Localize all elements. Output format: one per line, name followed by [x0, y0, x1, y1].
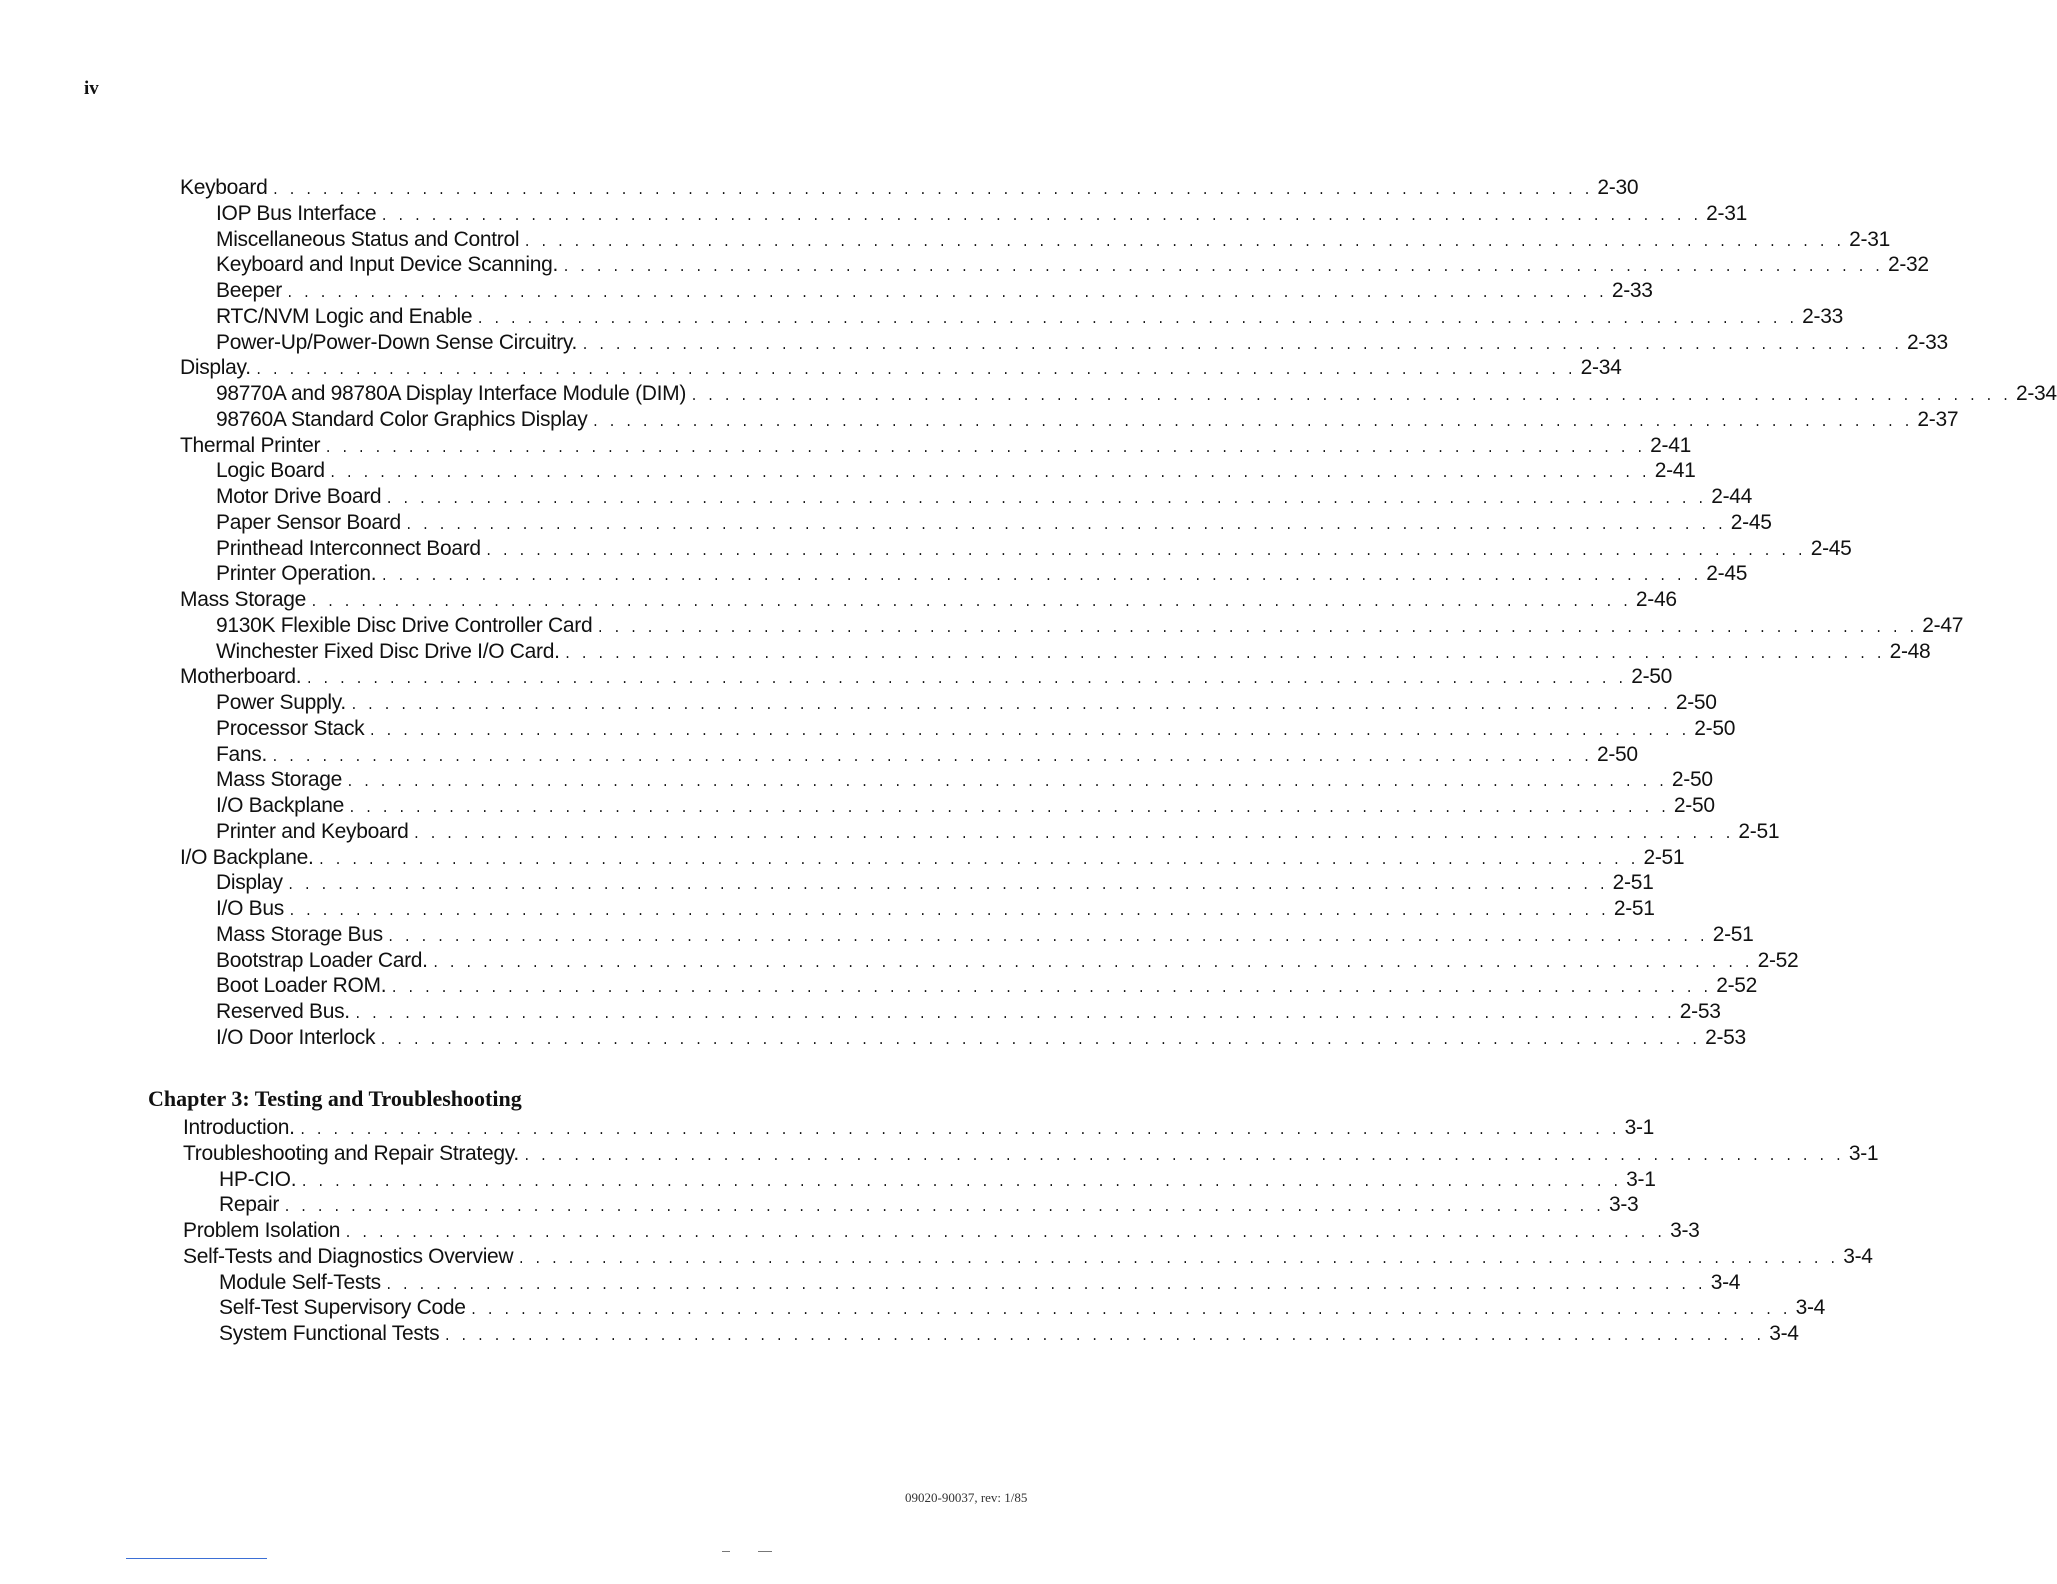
toc-entry-title: Thermal Printer — [180, 433, 321, 457]
dot-leader: . . . . . . . . . . . . . . . . . . . . . . . . . . . . . . . . . . . . . . . . . . . . . . . . . . . . . . . . . . . . . . . . . . . . . . . . . . . . . . . . — [385, 492, 1706, 507]
toc-entry-page: 3-4 — [1843, 1244, 1873, 1268]
toc-entry-page: 2-33 — [1611, 279, 1653, 302]
toc-entry-page: 3-4 — [1710, 1270, 1741, 1294]
toc-entry-title: Introduction. — [183, 1116, 295, 1139]
toc-entry — [183, 1193, 1639, 1219]
dot-leader: . . . . . . . . . . . . . . . . . . . . . . . . . . . . . . . . . . . . . . . . . . . . . . . . . . . . . . . . . . . . . . . . . . . . . . . . . . . . . . . . — [328, 466, 1649, 482]
dot-leader: . . . . . . . . . . . . . . . . . . . . . . . . . . . . . . . . . . . . . . . . . . . . . . . . . . . . . . . . . . . . . . . . . . . . . . . . . . . . . . . . — [286, 878, 1607, 894]
toc-entry-title: Printer Operation. — [216, 562, 377, 586]
toc-entry-title: Processor Stack — [216, 716, 365, 740]
toc-entry-title: Miscellaneous Status and Control — [216, 227, 520, 251]
toc-entry-title: I/O Bus — [216, 897, 284, 920]
toc-entry — [180, 922, 1754, 949]
toc-entry — [180, 407, 1959, 434]
toc-entry-page: 2-32 — [1887, 253, 1929, 277]
toc-entry-title: System Functional Tests — [219, 1322, 440, 1345]
toc-entry — [180, 201, 1748, 228]
toc-entry — [183, 1296, 1826, 1322]
toc-entry-title: Motherboard. — [180, 665, 302, 689]
toc-entry-title: Paper Sensor Board — [216, 510, 401, 534]
toc-entry — [180, 279, 1653, 305]
scan-edge-line — [126, 1558, 267, 1559]
dot-leader: . . . . . . . . . . . . . . . . . . . . . . . . . . . . . . . . . . . . . . . . . . . . . . . . . . . . . . . . . . . . . . . . . . . . . . . . . . . . . . . . — [344, 1226, 1665, 1241]
toc-entry-page: 2-46 — [1635, 588, 1677, 611]
toc-entry — [180, 665, 1673, 691]
dot-leader: . . . . . . . . . . . . . . . . . . . . . . . . . . . . . . . . . . . . . . . . . . . . . . . . . . . . . . . . . . . . . . . . . . . . . . . . . . . . . . . . — [412, 826, 1733, 842]
dot-leader: . . . . . . . . . . . . . . . . . . . . . . . . . . . . . . . . . . . . . . . . . . . . . . . . . . . . . . . . . . . . . . . . . . . . . . . . . . . . . . . . — [300, 1174, 1621, 1190]
toc-entry-page: 2-52 — [1757, 948, 1799, 972]
toc-entry-title: Display. — [180, 356, 251, 380]
toc-entry-page: 2-51 — [1612, 871, 1654, 895]
dot-leader: . . . . . . . . . . . . . . . . . . . . . . . . . . . . . . . . . . . . . . . . . . . . . . . . . . . . . . . . . . . . . . . . . . . . . . . . . . . . . . . . — [562, 260, 1882, 276]
toc-entry-page: 3-1 — [1626, 1167, 1656, 1191]
dot-leader: . . . . . . . . . . . . . . . . . . . . . . . . . . . . . . . . . . . . . . . . . . . . . . . . . . . . . . . . . . . . . . . . . . . . . . . . . . . . . . . . — [517, 1251, 1838, 1267]
dot-leader: . . . . . . . . . . . . . . . . . . . . . . . . . . . . . . . . . . . . . . . . . . . . . . . . . . . . . . . . . . . . . . . . . . . . . . . . . . . . . . . . — [353, 1007, 1674, 1022]
toc-entry — [180, 227, 1890, 254]
toc-entry — [180, 459, 1696, 485]
dot-leader: . . . . . . . . . . . . . . . . . . . . . . . . . . . . . . . . . . . . . . . . . . . . . . . . . . . . . . . . . . . . . . . . . . . . . . . . . . . . . . . . — [390, 981, 1711, 997]
toc-entry-title: Beeper — [216, 279, 282, 302]
dot-leader: . . . . . . . . . . . . . . . . . . . . . . . . . . . . . . . . . . . . . . . . . . . . . . . . . . . . . . . . . . . . . . . . . . . . . . . . . . . . . . . . — [380, 208, 1701, 224]
toc-entry-title: I/O Door Interlock — [216, 1025, 376, 1049]
toc-entry-page: 3-3 — [1608, 1193, 1639, 1217]
toc-entry — [180, 485, 1753, 511]
dot-leader: . . . . . . . . . . . . . . . . . . . . . . . . . . . . . . . . . . . . . . . . . . . . . . . . . . . . . . . . . . . . . . . . . . . . . . . . . . . . . . . . — [404, 517, 1725, 533]
toc-entry-page: 2-45 — [1810, 536, 1852, 560]
toc-entry — [180, 304, 1843, 331]
toc-entry-page: 2-44 — [1711, 485, 1753, 508]
toc-entry-title: Winchester Fixed Disc Drive I/O Card. — [216, 639, 560, 663]
document-number-footer: 09020-90037, rev: 1/85 — [905, 1490, 1028, 1505]
toc-entry-page: 2-51 — [1643, 845, 1685, 869]
dot-leader: . . . . . . . . . . . . . . . . . . . . . . . . . . . . . . . . . . . . . . . . . . . . . . . . . . . . . . . . . . . . . . . . . . . . . . . . . . . . . . . . — [379, 1032, 1700, 1048]
toc-entry-title: Problem Isolation — [183, 1219, 341, 1242]
toc-entry — [180, 1025, 1746, 1052]
toc-entry-title: Troubleshooting and Repair Strategy. — [183, 1141, 519, 1165]
dot-leader: . . . . . . . . . . . . . . . . . . . . . . . . . . . . . . . . . . . . . . . . . . . . . . . . . . . . . . . . . . . . . . . . . . . . . . . . . . . . . . . . — [522, 1148, 1843, 1164]
toc-entry-page: 2-45 — [1706, 562, 1748, 586]
toc-entry-page: 2-50 — [1596, 742, 1638, 766]
toc-entry — [183, 1116, 1655, 1142]
toc-entry-page: 2-33 — [1802, 304, 1843, 328]
toc-entry — [180, 845, 1685, 872]
toc-chapter-2-continued — [180, 176, 2057, 1052]
dot-leader: . . . . . . . . . . . . . . . . . . . . . . . . . . . . . . . . . . . . . . . . . . . . . . . . . . . . . . . . . . . . . . . . . . . . . . . . . . . . . . . . — [443, 1329, 1764, 1344]
toc-entry-title: Mass Storage — [180, 588, 306, 611]
toc-entry — [180, 1000, 1721, 1026]
toc-entry — [180, 948, 1799, 975]
toc-entry — [183, 1167, 1656, 1194]
toc-entry-title: I/O Backplane — [216, 794, 345, 817]
toc-entry-title: Mass Storage — [216, 768, 342, 792]
toc-entry — [183, 1322, 1799, 1348]
dot-leader: . . . . . . . . . . . . . . . . . . . . . . . . . . . . . . . . . . . . . . . . . . . . . . . . . . . . . . . . . . . . . . . . . . . . . . . . . . . . . . . . — [386, 929, 1707, 945]
dot-leader: . . . . . . . . . . . . . . . . . . . . . . . . . . . . . . . . . . . . . . . . . . . . . . . . . . . . . . . . . . . . . . . . . . . . . . . . . . . . . . . . — [380, 569, 1701, 585]
toc-entry — [180, 562, 1748, 588]
toc-entry-title: Power Supply. — [216, 691, 346, 714]
toc-entry-title: Self-Test Supervisory Code — [219, 1296, 466, 1320]
toc-entry-title: HP-CIO. — [219, 1167, 297, 1191]
toc-entry — [180, 691, 1717, 717]
dot-leader: . . . . . . . . . . . . . . . . . . . . . . . . . . . . . . . . . . . . . . . . . . . . . . . . . . . . . . . . . . . . . . . . . . . . . . . . . . . . . . . . — [476, 311, 1797, 327]
toc-entry-page: 2-53 — [1705, 1025, 1746, 1049]
toc-entry-title: 9130K Flexible Disc Drive Controller Card — [216, 613, 593, 637]
dot-leader: . . . . . . . . . . . . . . . . . . . . . . . . . . . . . . . . . . . . . . . . . . . . . . . . . . . . . . . . . . . . . . . . . . . . . . . . . . . . . . . . — [324, 440, 1645, 456]
dot-leader: . . . . . . . . . . . . . . . . . . . . . . . . . . . . . . . . . . . . . . . . . . . . . . . . . . . . . . . . . . . . . . . . . . . . . . . . . . . . . . . . — [484, 543, 1805, 559]
toc-entry-title: Module Self-Tests — [219, 1270, 381, 1294]
dot-leader: . . . . . . . . . . . . . . . . . . . . . . . . . . . . . . . . . . . . . . . . . . . . . . . . . . . . . . . . . . . . . . . . . . . . . . . . . . . . . . . . — [309, 595, 1630, 610]
toc-entry-page: 2-51 — [1613, 897, 1655, 920]
scan-speck — [758, 1551, 772, 1552]
toc-chapter-3 — [148, 1086, 1879, 1348]
toc-entry-page: 3-1 — [1624, 1116, 1655, 1139]
toc-entry — [180, 253, 1929, 279]
toc-entry-title: Fans. — [216, 742, 268, 766]
dot-leader: . . . . . . . . . . . . . . . . . . . . . . . . . . . . . . . . . . . . . . . . . . . . . . . . . . . . . . . . . . . . . . . . . . . . . . . . . . . . . . . . — [384, 1277, 1705, 1293]
toc-entry — [180, 613, 1964, 640]
toc-entry-title: Display — [216, 871, 283, 895]
toc-entry-page: 2-47 — [1922, 613, 1964, 637]
dot-leader: . . . . . . . . . . . . . . . . . . . . . . . . . . . . . . . . . . . . . . . . . . . . . . . . . . . . . . . . . . . . . . . . . . . . . . . . . . . . . . . . — [591, 414, 1912, 430]
toc-entry — [180, 716, 1736, 743]
page-number: iv — [84, 78, 99, 99]
toc-entry — [180, 356, 1622, 382]
dot-leader: . . . . . . . . . . . . . . . . . . . . . . . . . . . . . . . . . . . . . . . . . . . . . . . . . . . . . . . . . . . . . . . . . . . . . . . . . . . . . . . . — [596, 620, 1917, 636]
toc-entry-page: 2-50 — [1675, 691, 1717, 714]
dot-leader: . . . . . . . . . . . . . . . . . . . . . . . . . . . . . . . . . . . . . . . . . . . . . . . . . . . . . . . . . . . . . . . . . . . . . . . . . . . . . . . . — [285, 286, 1606, 301]
dot-leader: . . . . . . . . . . . . . . . . . . . . . . . . . . . . . . . . . . . . . . . . . . . . . . . . . . . . . . . . . . . . . . . . . . . . . . . . . . . . . . . . — [317, 852, 1638, 868]
dot-leader: . . . . . . . . . . . . . . . . . . . . . . . . . . . . . . . . . . . . . . . . . . . . . . . . . . . . . . . . . . . . . . . . . . . . . . . . . . . . . . . . — [348, 801, 1668, 816]
dot-leader: . . . . . . . . . . . . . . . . . . . . . . . . . . . . . . . . . . . . . . . . . . . . . . . . . . . . . . . . . . . . . . . . . . . . . . . . . . . . . . . . — [581, 337, 1901, 353]
dot-leader: . . . . . . . . . . . . . . . . . . . . . . . . . . . . . . . . . . . . . . . . . . . . . . . . . . . . . . . . . . . . . . . . . . . . . . . . . . . . . . . . — [690, 389, 2010, 404]
scan-speck — [722, 1551, 730, 1552]
toc-entry — [180, 588, 1677, 614]
toc-entry-page: 3-3 — [1670, 1219, 1700, 1242]
dot-leader: . . . . . . . . . . . . . . . . . . . . . . . . . . . . . . . . . . . . . . . . . . . . . . . . . . . . . . . . . . . . . . . . . . . . . . . . . . . . . . . . — [305, 672, 1626, 688]
toc-entry-title: Boot Loader ROM. — [216, 974, 387, 998]
toc-entry-page: 2-30 — [1597, 176, 1639, 199]
dot-leader: . . . . . . . . . . . . . . . . . . . . . . . . . . . . . . . . . . . . . . . . . . . . . . . . . . . . . . . . . . . . . . . . . . . . . . . . . . . . . . . . — [349, 698, 1670, 713]
dot-leader: . . . . . . . . . . . . . . . . . . . . . . . . . . . . . . . . . . . . . . . . . . . . . . . . . . . . . . . . . . . . . . . . . . . . . . . . . . . . . . . . — [271, 749, 1591, 765]
toc-entry — [180, 639, 1931, 666]
toc-entry-page: 3-1 — [1848, 1141, 1879, 1165]
toc-entry-page: 2-31 — [1849, 227, 1890, 251]
toc-entry-page: 2-33 — [1907, 330, 1948, 354]
toc-entry — [183, 1219, 1700, 1245]
toc-entry — [180, 433, 1691, 460]
toc-entry — [180, 871, 1654, 897]
toc-entry-title: Repair — [219, 1193, 280, 1217]
toc-entry-title: Printhead Interconnect Board — [216, 536, 481, 560]
toc-entry-title: Printer and Keyboard — [216, 819, 409, 843]
dot-leader: . . . . . . . . . . . . . . . . . . . . . . . . . . . . . . . . . . . . . . . . . . . . . . . . . . . . . . . . . . . . . . . . . . . . . . . . . . . . . . . . — [469, 1303, 1790, 1319]
toc-entry-page: 2-53 — [1679, 1000, 1721, 1023]
toc-entry — [183, 1270, 1741, 1297]
toc-entry-page: 2-52 — [1716, 974, 1758, 998]
toc-entry — [180, 742, 1638, 769]
chapter-heading: Chapter 3: Testing and Troubleshooting — [148, 1086, 522, 1111]
dot-leader: . . . . . . . . . . . . . . . . . . . . . . . . . . . . . . . . . . . . . . . . . . . . . . . . . . . . . . . . . . . . . . . . . . . . . . . . . . . . . . . . — [368, 723, 1689, 739]
toc-entry-page: 2-48 — [1889, 639, 1931, 663]
dot-leader: . . . . . . . . . . . . . . . . . . . . . . . . . . . . . . . . . . . . . . . . . . . . . . . . . . . . . . . . . . . . . . . . . . . . . . . . . . . . . . . . — [283, 1200, 1603, 1216]
toc-entry-title: Keyboard and Input Device Scanning. — [216, 253, 559, 277]
toc-entry-page: 2-50 — [1631, 665, 1673, 689]
toc-entry-page: 2-31 — [1706, 201, 1748, 225]
toc-entry-title: I/O Backplane. — [180, 845, 314, 869]
toc-entry — [180, 382, 2057, 408]
toc-entry — [180, 330, 1948, 357]
toc-entry-title: IOP Bus Interface — [216, 201, 377, 225]
toc-entry-title: Self-Tests and Diagnostics Overview — [183, 1244, 514, 1268]
toc-entry — [180, 819, 1780, 846]
toc-entry-page: 2-50 — [1671, 768, 1713, 792]
toc-entry-title: Keyboard — [180, 176, 268, 199]
toc-entry-page: 2-37 — [1917, 407, 1959, 431]
toc-entry — [180, 794, 1715, 820]
dot-leader: . . . . . . . . . . . . . . . . . . . . . . . . . . . . . . . . . . . . . . . . . . . . . . . . . . . . . . . . . . . . . . . . . . . . . . . . . . . . . . . . — [345, 775, 1666, 791]
toc-entry — [180, 768, 1713, 794]
toc-entry-page: 2-41 — [1650, 433, 1691, 457]
dot-leader: . . . . . . . . . . . . . . . . . . . . . . . . . . . . . . . . . . . . . . . . . . . . . . . . . . . . . . . . . . . . . . . . . . . . . . . . . . . . . . . . — [271, 183, 1592, 198]
dot-leader: . . . . . . . . . . . . . . . . . . . . . . . . . . . . . . . . . . . . . . . . . . . . . . . . . . . . . . . . . . . . . . . . . . . . . . . . . . . . . . . . — [287, 904, 1608, 919]
toc-entry-page: 2-51 — [1738, 819, 1780, 843]
toc-entry-title: Reserved Bus. — [216, 1000, 350, 1023]
dot-leader: . . . . . . . . . . . . . . . . . . . . . . . . . . . . . . . . . . . . . . . . . . . . . . . . . . . . . . . . . . . . . . . . . . . . . . . . . . . . . . . . — [523, 234, 1844, 250]
toc-entry-title: 98760A Standard Color Graphics Display — [216, 407, 588, 431]
toc-entry — [180, 510, 1772, 537]
toc-entry-page: 2-34 — [1580, 356, 1622, 380]
dot-leader: . . . . . . . . . . . . . . . . . . . . . . . . . . . . . . . . . . . . . . . . . . . . . . . . . . . . . . . . . . . . . . . . . . . . . . . . . . . . . . . . — [563, 646, 1884, 662]
dot-leader: . . . . . . . . . . . . . . . . . . . . . . . . . . . . . . . . . . . . . . . . . . . . . . . . . . . . . . . . . . . . . . . . . . . . . . . . . . . . . . . . — [298, 1123, 1619, 1138]
toc-entry — [180, 176, 1639, 202]
dot-leader: . . . . . . . . . . . . . . . . . . . . . . . . . . . . . . . . . . . . . . . . . . . . . . . . . . . . . . . . . . . . . . . . . . . . . . . . . . . . . . . . — [254, 363, 1575, 379]
toc-entry-page: 2-45 — [1730, 510, 1772, 534]
toc-entry — [180, 897, 1655, 923]
toc-entry — [180, 536, 1852, 563]
toc-entry-title: Motor Drive Board — [216, 485, 382, 508]
toc-entry-page: 3-4 — [1795, 1296, 1826, 1320]
toc-entry-page: 2-50 — [1673, 794, 1715, 817]
toc-entry-page: 2-34 — [2015, 382, 2057, 405]
chapter-3-entries — [148, 1116, 1879, 1348]
toc-entry-page: 2-51 — [1712, 922, 1754, 946]
toc-entry-title: Mass Storage Bus — [216, 922, 383, 946]
toc-entry-page: 2-50 — [1694, 716, 1736, 740]
toc-entry-title: Bootstrap Loader Card. — [216, 948, 428, 972]
toc-entry-title: Power-Up/Power-Down Sense Circuitry. — [216, 330, 578, 354]
toc-entry-title: 98770A and 98780A Display Interface Module (DIM) — [216, 382, 687, 405]
toc-entry-title: RTC/NVM Logic and Enable — [216, 304, 473, 328]
toc-entry — [183, 1244, 1873, 1271]
toc-entry — [180, 974, 1758, 1000]
dot-leader: . . . . . . . . . . . . . . . . . . . . . . . . . . . . . . . . . . . . . . . . . . . . . . . . . . . . . . . . . . . . . . . . . . . . . . . . . . . . . . . . — [431, 955, 1752, 971]
toc-entry-page: 2-41 — [1654, 459, 1696, 483]
toc-entry-page: 3-4 — [1769, 1322, 1799, 1345]
toc-entry-title: Logic Board — [216, 459, 325, 483]
toc-entry — [183, 1141, 1879, 1168]
